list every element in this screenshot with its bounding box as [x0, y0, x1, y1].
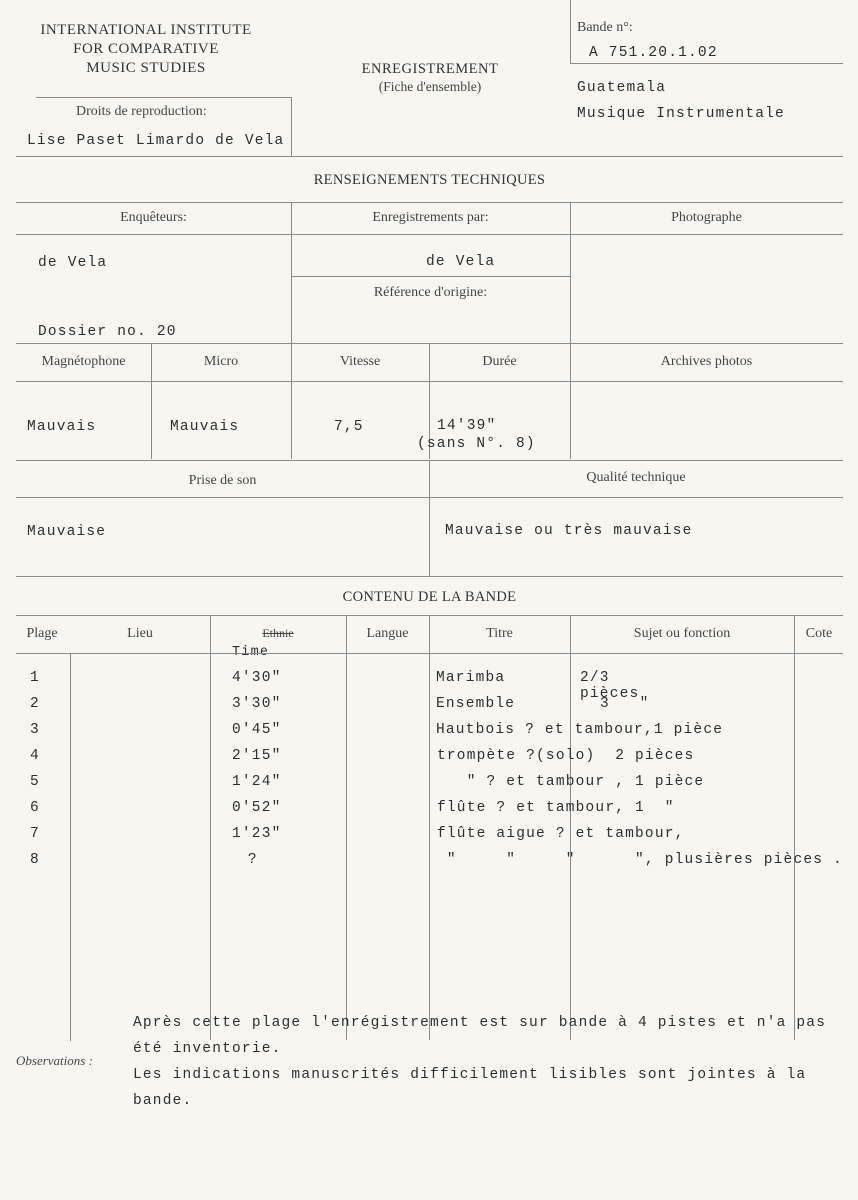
archives-label: Archives photos: [660, 354, 753, 369]
institute-line-3: MUSIC STUDIES: [86, 60, 206, 76]
col-divider-photographe: [570, 202, 571, 343]
col-divider-qualite: [429, 460, 430, 576]
magnetophone-value: Mauvais: [27, 419, 97, 435]
micro-label: Micro: [203, 354, 239, 369]
plage-cell: 1: [30, 670, 40, 686]
vitesse-value: 7,5: [334, 419, 364, 435]
reference-label: Référence d'origine:: [373, 285, 488, 300]
col-header-langue: Langue: [366, 626, 409, 641]
titre-cell: Marimba: [436, 670, 506, 686]
prise-de-son-value: Mauvaise: [27, 524, 107, 540]
rights-box-right: [291, 97, 292, 157]
col-header-titre: Titre: [486, 626, 513, 641]
observations-text: [133, 1010, 826, 1114]
col-header-plage: Plage: [26, 626, 58, 641]
technical-section-title: RENSEIGNEMENTS TECHNIQUES: [313, 172, 546, 188]
col-header-sujet: Sujet ou fonction: [633, 626, 731, 641]
divider-technical-top: [16, 156, 843, 157]
titre-cell: Ensemble: [436, 696, 516, 712]
time-cell: 2'15": [232, 748, 282, 764]
magnetophone-label: Magnétophone: [41, 354, 126, 369]
plage-cell: 7: [30, 826, 40, 842]
observations-line-4: bande.: [133, 1093, 193, 1109]
plage-cell: 6: [30, 800, 40, 816]
time-cell: 4'30": [232, 670, 282, 686]
plage-cell: 5: [30, 774, 40, 790]
form-subtitle: (Fiche d'ensemble): [378, 79, 482, 94]
col-divider-titre: [429, 615, 430, 1040]
form-title-block: [330, 61, 530, 95]
col-divider-lieu: [70, 653, 71, 1041]
photographe-label: Photographe: [671, 210, 742, 225]
time-cell: 1'24": [232, 774, 282, 790]
col-header-lieu: Lieu: [127, 626, 153, 641]
col-divider-vitesse: [291, 343, 292, 459]
country: Guatemala: [577, 80, 667, 96]
vitesse-label: Vitesse: [339, 354, 381, 369]
col-divider-langue: [346, 615, 347, 1040]
time-cell: ?: [238, 852, 258, 868]
divider-technical-header: [16, 202, 843, 203]
rights-box-top: [36, 97, 292, 98]
sujet-cell: 3 ": [600, 696, 650, 712]
dossier-number: Dossier no. 20: [38, 324, 177, 340]
observations-line-2: été inventorie.: [133, 1041, 282, 1057]
observations-label: Observations :: [16, 1053, 93, 1068]
institute-line-1: INTERNATIONAL INSTITUTE: [40, 22, 252, 38]
observations-line-3: Les indications manuscrités difficilement lisibles sont jointes à la: [133, 1067, 807, 1083]
col-header-cote: Cote: [805, 626, 833, 641]
divider-reference: [291, 276, 570, 277]
time-cell: 0'45": [232, 722, 282, 738]
col-divider-cote: [794, 615, 795, 1040]
qualite-label: Qualité technique: [586, 470, 686, 485]
col-divider-archives: [570, 343, 571, 459]
institute-name: [16, 21, 276, 78]
enregistrements-label: Enregistrements par:: [372, 210, 489, 225]
sujet-cell: 2/3 pièces: [580, 670, 640, 702]
titre-cell: " ? et tambour , 1 pièce: [437, 774, 705, 790]
titre-cell: " " " ", plusières pièces .: [437, 852, 843, 868]
col-header-ethnie: Ethnie: [262, 626, 294, 640]
time-cell: 1'23": [232, 826, 282, 842]
titre-cell: flûte ? et tambour, 1 ": [437, 800, 675, 816]
plage-cell: 3: [30, 722, 40, 738]
plage-cell: 4: [30, 748, 40, 764]
rights-label: Droits de reproduction:: [76, 104, 207, 119]
bande-number: A 751.20.1.02: [589, 45, 718, 61]
rights-holder: Lise Paset Limardo de Vela: [27, 133, 285, 149]
qualite-value: Mauvaise ou très mauvaise: [445, 523, 693, 539]
col-header-time: Time: [232, 645, 270, 660]
titre-cell: trompète ?(solo) 2 pièces: [437, 748, 695, 764]
category: Musique Instrumentale: [577, 106, 785, 122]
time-cell: 0'52": [232, 800, 282, 816]
divider-technical-sub: [16, 234, 843, 235]
duree-label: Durée: [482, 354, 517, 369]
titre-cell: flûte aigue ? et tambour,: [437, 826, 685, 842]
form-title: ENREGISTREMENT: [361, 61, 499, 77]
duree-value: 14'39": [437, 418, 497, 434]
plage-cell: 2: [30, 696, 40, 712]
duree-note: (sans N°. 8): [417, 436, 536, 452]
col-divider-enqueteurs: [291, 202, 292, 343]
micro-value: Mauvais: [170, 419, 240, 435]
observations-line-1: Après cette plage l'enrégistrement est sur bande à 4 pistes et n'a pas: [133, 1015, 827, 1031]
col-divider-ethnie: [210, 615, 211, 1040]
bande-box-left: [570, 0, 571, 64]
plage-cell: 8: [30, 852, 40, 868]
titre-cell: Hautbois ? et tambour,1 pièce: [436, 722, 724, 738]
enregistrements-value: de Vela: [426, 254, 496, 270]
col-divider-micro: [151, 343, 152, 459]
contenu-section-title: CONTENU DE LA BANDE: [342, 589, 517, 605]
institute-line-2: FOR COMPARATIVE: [73, 41, 219, 57]
bande-box-bottom: [570, 63, 843, 64]
bande-label: Bande n°:: [577, 20, 633, 35]
prise-de-son-label: Prise de son: [188, 473, 257, 488]
time-cell: 3'30": [232, 696, 282, 712]
enqueteurs-value: de Vela: [38, 255, 108, 271]
enqueteurs-label: Enquêteurs:: [120, 210, 187, 225]
divider-contenu-top: [16, 576, 843, 577]
